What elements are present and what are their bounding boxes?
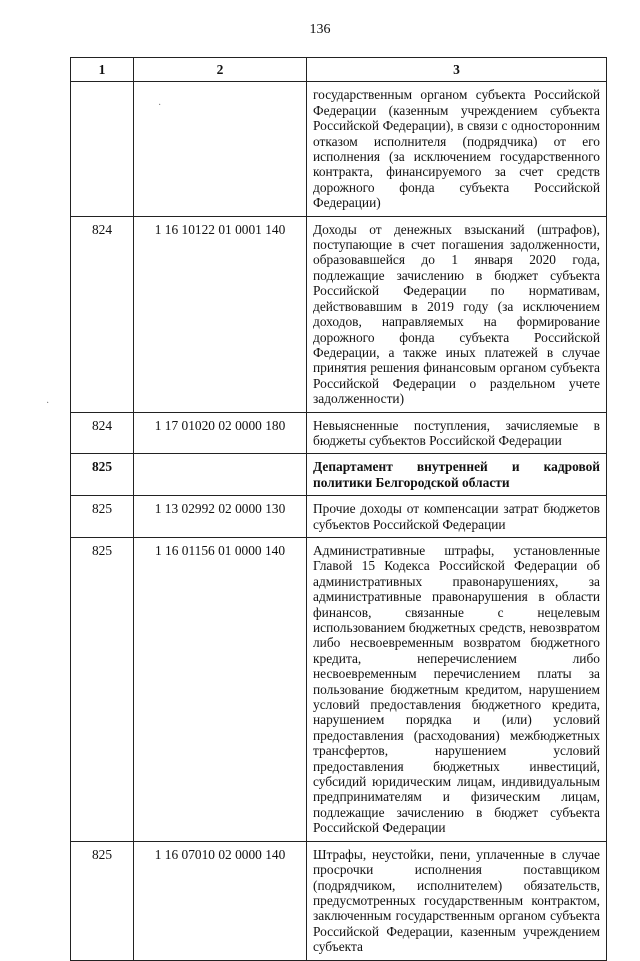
admin-code-cell: 825: [71, 454, 134, 496]
income-code-cell: [134, 82, 307, 216]
table-row: [71, 537, 607, 841]
admin-code-cell: 825: [71, 841, 134, 960]
header-cell-col-3: 3: [307, 58, 607, 82]
admin-code-cell: 825: [71, 496, 134, 538]
table-row-department: [71, 454, 607, 496]
income-name-cell: Штрафы, неустойки, пени, уплаченные в случае просрочки исполнения поставщиком (подрядчиком, исполнителем) обязательств, предусмотренных государственным контрактом, заключенным государственным органом субъекта Российской Федерации, казенным учреждением субъекта: [307, 841, 607, 960]
income-name-cell: Доходы от денежных взысканий (штрафов), поступающие в счет погашения задолженности, образовавшейся до 1 января 2020 года, подлежащие зачислению в бюджет субъекта Российской Федерации по нормативам, действовавшим в 2019 году (за исключением доходов, направляемых на формирование дорожного фонда субъекта Российской Федерации, а также иных платежей в случае принятия решения финансовым органом субъекта Российской Федерации о раздельном учете задолженности): [307, 216, 607, 412]
admin-code-cell: 824: [71, 216, 134, 412]
table-row: [71, 496, 607, 538]
table-row: [71, 412, 607, 454]
page-number: 136: [309, 22, 331, 37]
header-cell-col-1: 1: [71, 58, 134, 82]
income-codes-table: [70, 57, 607, 961]
table-row: [71, 216, 607, 412]
income-code-cell: 1 16 10122 01 0001 140: [134, 216, 307, 412]
income-name-cell: государственным органом субъекта Российской Федерации (казенным учреждением субъекта Российской Федерации), в связи с односторонним отказом исполнителя (подрядчика) от его исполнения (за исключением государственного контракта, финансируемого за счет средств дорожного фонда субъекта Российской Федерации): [307, 82, 607, 216]
scan-mark: ·: [46, 398, 50, 409]
income-code-cell: 1 17 01020 02 0000 180: [134, 412, 307, 454]
department-name-cell: Департамент внутренней и кадровой политики Белгородской области: [307, 454, 607, 496]
table-row: [71, 841, 607, 960]
table-row: [71, 82, 607, 216]
table-header-row: [71, 58, 607, 82]
income-code-cell: 1 16 07010 02 0000 140: [134, 841, 307, 960]
income-name-cell: Прочие доходы от компенсации затрат бюджетов субъектов Российской Федерации: [307, 496, 607, 538]
income-code-cell: 1 13 02992 02 0000 130: [134, 496, 307, 538]
scan-mark: ·: [158, 100, 162, 111]
admin-code-cell: [71, 82, 134, 216]
income-code-cell: [134, 454, 307, 496]
income-code-cell: 1 16 01156 01 0000 140: [134, 537, 307, 841]
income-name-cell: Административные штрафы, установленные Главой 15 Кодекса Российской Федерации об административных правонарушениях, за административные правонарушения в области финансов, связанные с нецелевым использованием бюджетных средств, невозвратом либо несвоевременным возвратом бюджетного кредита, неперечислением либо несвоевременным перечислением платы за пользование бюджетным кредитом, нарушением условий предоставления бюджетного кредита, нарушением порядка и (или) условий предоставления (расходования) межбюджетных трансфертов, нарушением условий предоставления бюджетных инвестиций, субсидий юридическим лицам, индивидуальным предпринимателям и физическим лицам, подлежащие зачислению в бюджет субъекта Российской Федерации: [307, 537, 607, 841]
income-name-cell: Невыясненные поступления, зачисляемые в бюджеты субъектов Российской Федерации: [307, 412, 607, 454]
admin-code-cell: 824: [71, 412, 134, 454]
header-cell-col-2: 2: [134, 58, 307, 82]
admin-code-cell: 825: [71, 537, 134, 841]
